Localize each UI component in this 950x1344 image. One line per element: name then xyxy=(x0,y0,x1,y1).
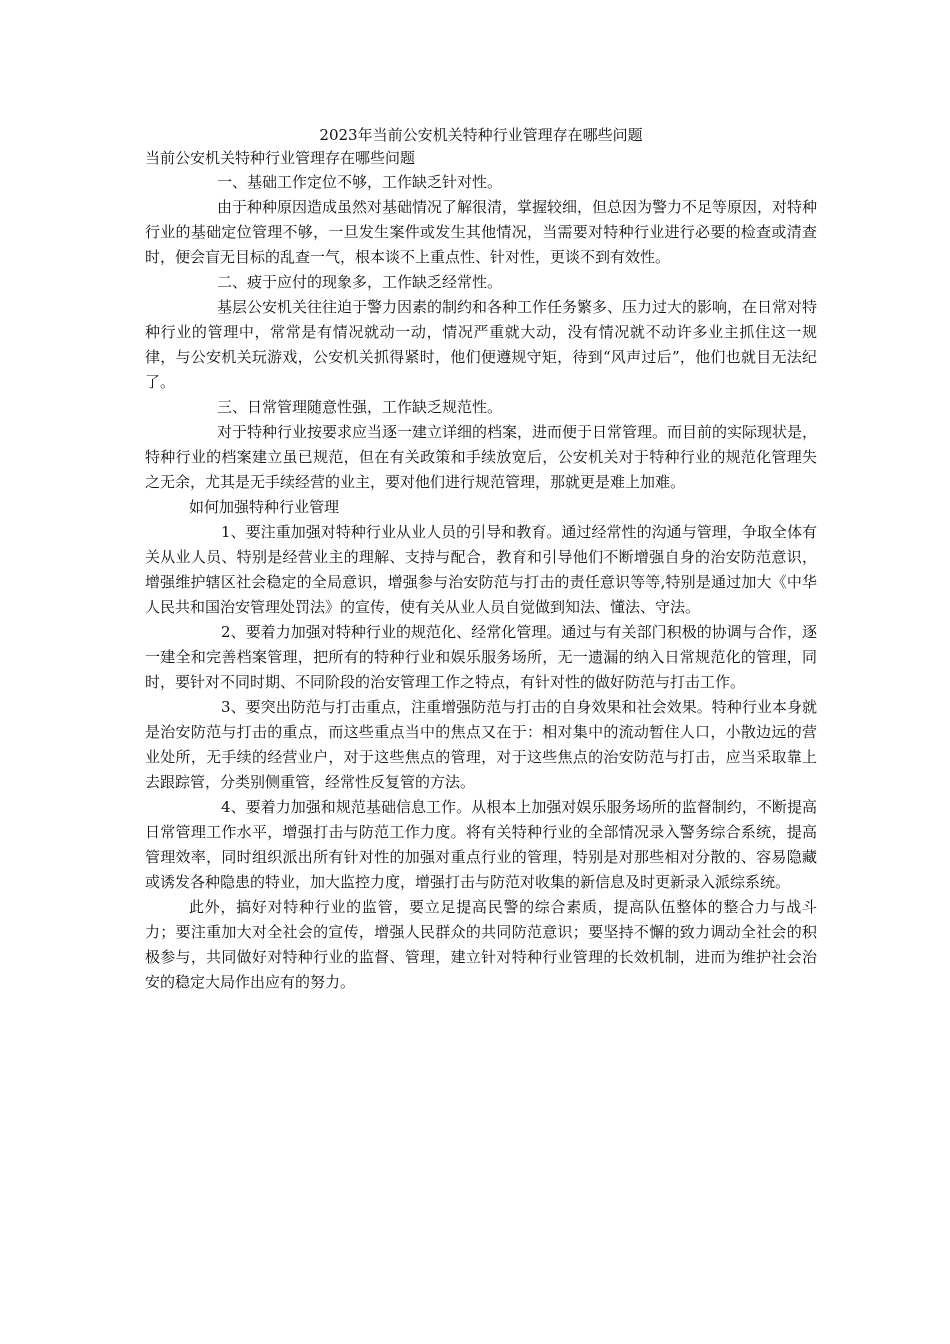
problem-1-body: 由于种种原因造成虽然对基础情况了解很清，掌握较细，但总因为警力不足等原因，对特种行业的基础定位管理不够，一旦发生案件或发生其他情况，当需要对特种行业进行必要的检查或清查时，便会盲无目标的乱查一气，根本谈不上重点性、针对性，更谈不到有效性。 xyxy=(145,198,818,266)
document-subtitle: 当前公安机关特种行业管理存在哪些问题 xyxy=(145,149,416,167)
problem-3-body: 对于特种行业按要求应当逐一建立详细的档案，进而便于日常管理。而目前的实际现状是，特种行业的档案建立虽已规范，但在有关政策和手续放宽后，公安机关对于特种行业的规范化管理失之无余，尤其是无手续经营的业主，要对他们进行规范管理，那就更是难上加难。 xyxy=(145,423,818,491)
how-heading: 如何加强特种行业管理 xyxy=(189,498,340,516)
measure-4: 4、要着力加强和规范基础信息工作。从根本上加强对娱乐服务场所的监督制约，不断提高日常管理工作水平，增强打击与防范工作力度。将有关特种行业的全部情况录入警务综合系统，提高管理效率，同时组织派出所有针对性的加强对重点行业的管理，特别是对那些相对分散的、容易隐藏或诱发各种隐患的特业，加大监控力度，增强打击与防范对收集的新信息及时更新录入派综系统。 xyxy=(145,798,817,891)
document-title: 2023年当前公安机关特种行业管理存在哪些问题 xyxy=(319,126,643,144)
problem-2-heading: 二、疲于应付的现象多，工作缺乏经常性。 xyxy=(217,273,503,291)
measure-3: 3、要突出防范与打击重点，注重增强防范与打击的自身效果和社会效果。特种行业本身就是治安防范与打击的重点，而这些重点当中的焦点又在于：相对集中的流动暂住人口，小散边远的营业处所，无手续的经营业户，对于这些焦点的管理，对于这些焦点的治安防范与打击，应当采取靠上去跟踪管，分类别侧重管，经常性反复管的方法。 xyxy=(145,698,817,791)
problem-3-heading: 三、日常管理随意性强，工作缺乏规范性。 xyxy=(217,398,503,416)
problem-2-body: 基层公安机关往往迫于警力因素的制约和各种工作任务繁多、压力过大的影响，在日常对特种行业的管理中，常常是有情况就动一动，情况严重就大动，没有情况就不动许多业主抓住这一规律，与公安机关玩游戏，公安机关抓得紧时，他们便遵规守矩，待到“风声过后”，他们也就目无法纪了。 xyxy=(145,298,818,391)
measure-2: 2、要着力加强对特种行业的规范化、经常化管理。通过与有关部门积极的协调与合作，逐一建全和完善档案管理，把所有的特种行业和娱乐服务场所，无一遗漏的纳入日常规范化的管理，同时，要针对不同时期、不同阶段的治安管理工作之特点，有针对性的做好防范与打击工作。 xyxy=(145,623,817,691)
measure-1: 1、要注重加强对特种行业从业人员的引导和教育。通过经常性的沟通与管理，争取全体有关从业人员、特别是经营业主的理解、支持与配合，教育和引导他们不断增强自身的治安防范意识，增强维护辖区社会稳定的全局意识，增强参与治安防范与打击的责任意识等等,特别是通过加大《中华人民共和国治安管理处罚法》的宣传，使有关从业人员自觉做到知法、懂法、守法。 xyxy=(145,523,817,616)
problem-1-heading: 一、基础工作定位不够，工作缺乏针对性。 xyxy=(217,173,503,191)
closing-paragraph: 此外，搞好对特种行业的监管，要立足提高民警的综合素质，提高队伍整体的整合力与战斗力；要注重加大对全社会的宣传，增强人民群众的共同防范意识；要坚持不懈的致力调动全社会的积极参与，共同做好对特种行业的监督、管理，建立针对特种行业管理的长效机制，进而为维护社会治安的稳定大局作出应有的努力。 xyxy=(145,898,817,991)
document-page xyxy=(145,124,817,995)
